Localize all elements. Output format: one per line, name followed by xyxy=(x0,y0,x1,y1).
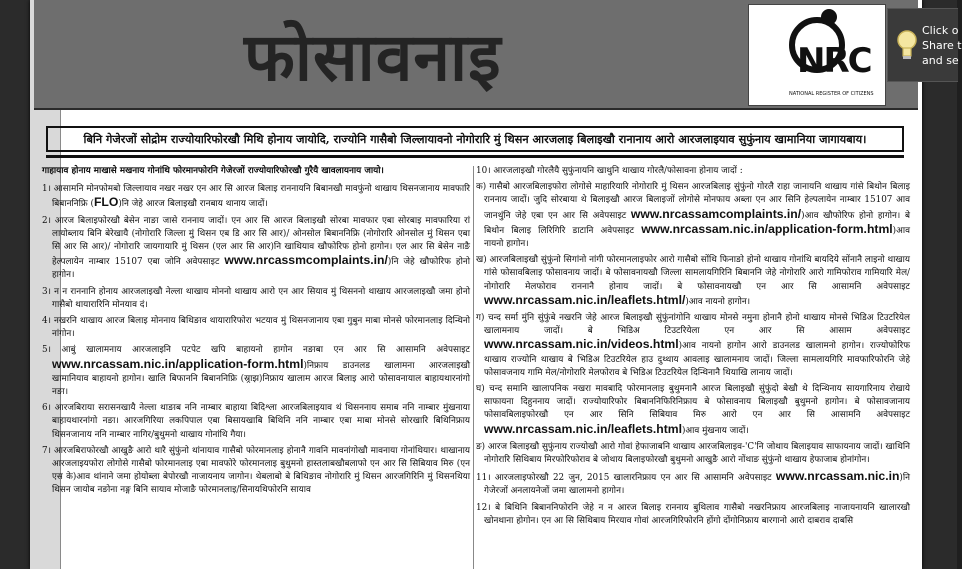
paragraph-text: )आव खौफोरिफ होनो हागोन। बे बिथोन बिलाइ लिरिगिरि डाटानि अवेपसाइट xyxy=(484,210,910,236)
website-link[interactable]: www.nrcassam.nic.in/leaflets.html/ xyxy=(484,292,686,307)
paragraph-text: 7। आरजबिराफोरखौ आखुङै आरो थारै सुंफुंनो थांनायाव गासैबो फोरमानलाइ होनानै गावनि मावनांगोखौ मावनाया गोनांथियार। थाखानाय आरजलाइयफोरा लोगोसे गासैबो फोरमानलाइ एबा मावफोरे फोरमानलाइ बुथुमनो हास्तलाबखौबलाफो एन आर सि सिबियाव मिरु (एन एस के)आव थांनाने जमा होयोब्ला बेपोरखौ नाजायनाय जागोन। थेबलाबो बे बिथिङाव नोगोरारि मुं थिसन आरजगिरिनि मुं थिसनथिया थिसन जायोब नङोना नङ्ग बिनि सायाव मोजाङै फोरमानलाइ/सिनायथिफोरनि सायाव xyxy=(42,445,470,496)
paragraph-text: ख) आरजबिलाइखौ सुंफुंनो सिगांनो नांगी फोरमानलाइफोर आरो गासैबो सोंथि फिनाङो होनो थाखाय गोनांथि बायदिये सोंनानै लाइनो थाखाय गांसे फोसावबिलाइ फोसावनाय जादों। बे फोसावनायखौ जिल्ला सामलायगिरिनि बिबाननि जेहे नोगोरारि आरो गामिफोराव गामियारि मेल/नोगोरारि मेलफोराव राननानै होनाय जादों। बे फोसावनायखौ एन आर सि आसामनि अवेपसाइट xyxy=(476,255,910,292)
divider-rule xyxy=(46,155,904,158)
right-paragraph xyxy=(476,312,910,380)
share-tooltip[interactable] xyxy=(887,8,962,82)
paragraph-text: )आव मुंखनाय जादों। xyxy=(682,425,749,436)
left-paragraph xyxy=(42,344,470,399)
paragraph-text: 3। न न राननानि होनाय आरजलाइखौ नेल्ला थाखाय मोननो थाखाय आरो एन आर सियाव मुं थिसननो थाखाय आरजलाइखौ जमा होनो गासैबो थायारारिनि मोनयाव दं। xyxy=(42,286,470,310)
paragraph-text: )आव नायनो हागोन आरो डाउनलड खालामनो हागोन। राज्योफोरिफ थाखाय राज्योनि थाखाय बे भिडिअ टिउटरियेल हाउ दुथ्थाय आवलाइ खालामनाय जादों। जिल्ला सामलायगिरि मावफारिफोरनि जेहे फोसावजनाय गामि मेल/नोगोरारि मेलफोराव बे भिडिअ टिउटरियेल दिन्थिनानै थियाखि लानाय जादों। xyxy=(484,341,910,378)
website-link[interactable]: www.nrcassam.nic.in/application-form.html xyxy=(641,221,893,236)
paragraph-text: 4। नखरनि थाखाय आरज बिलाइ मोननाय बिथिङाव थायारारिफोरा भटयाव मुं थिसनजानाय एबा गुबुन माबा मोनसे फोरमानलाइ दिन्थिनो नांगोन। xyxy=(42,316,470,340)
website-link[interactable]: www.nrcassam.nic.in xyxy=(775,469,900,484)
right-paragraph xyxy=(476,470,910,498)
left-paragraph xyxy=(42,183,470,211)
right-paragraph xyxy=(476,254,910,309)
tooltip-line: Share t xyxy=(922,39,962,52)
paragraph-text: )आव नायनो हागोन। xyxy=(685,296,751,307)
left-paragraph xyxy=(42,315,470,341)
paragraph-text: 11। आरजलाइफोरखौ 22 जुन, 2015 खालारनिफ्राय एन आर सि आसामनि अवेपसाइट xyxy=(476,473,776,484)
right-paragraph xyxy=(476,502,910,528)
website-link[interactable]: www.nrcassam.nic.in/application-form.html xyxy=(52,356,304,371)
newspaper-page xyxy=(30,0,922,569)
paragraph-text: 10। आरजलाइखौ गोरलैयै सुफुंनायनि खाथुनि थाखाय गोरलै/फोसावना होनाय जादों : xyxy=(476,166,743,176)
website-link[interactable]: www.nrcassam.nic.in/leaflets.html xyxy=(484,421,682,436)
left-paragraph xyxy=(42,445,470,498)
lightbulb-icon xyxy=(896,29,918,63)
logo-text: NRC xyxy=(797,41,871,81)
paragraph-text: )नि जेहे खौफोरिफ होनो हागोन। xyxy=(52,257,471,281)
paragraph-text: )नि गेजेरजों अनलायनेजों जमा खालामनो हागोन। xyxy=(484,473,910,497)
left-paragraph xyxy=(42,215,470,283)
tooltip-text xyxy=(922,23,962,68)
right-paragraph xyxy=(476,165,910,178)
paragraph-text: ग) चन्द सर्मा मुंनि सुंफुंबे नखरनि जेहे आरज बिलाइखौ सुंफुंनांगोनि थाखाय मोनसे नमुना होनानै होनो थाखाय मोनसे भिडिअ टिउटरियेल खालामनाय जादों। बे भिडिअ टिउटरियेला एन आर सि आसाम अवेपसाइट xyxy=(476,313,910,337)
paragraph-text: ङ) आरज बिलाइखौ सुफुंनाय राज्योखौ आरो गोवां हेफाजाबनि थाखाय आरजबिलाइव-'C'नि जोथाय बिलाइयाव साफायनाय जादों। खाथिनि नोगोरारि सिथिबाय मिरफोरिफोराव बे जोथाय बिलाइफोरखौ बुथुमनो आखुङै आरो नोंथाङ सुंफुंनो थाखाय हेफाजाब होनांगोन। xyxy=(476,441,910,466)
website-link[interactable]: www.nrcassmcomplaints.in/ xyxy=(224,253,388,268)
header-band xyxy=(34,0,918,110)
left-paragraph xyxy=(42,286,470,312)
abbreviation: FLO xyxy=(93,195,119,210)
tooltip-line: Click o xyxy=(922,24,959,37)
paragraph-text: )नि जेहे आरज बिलाइखौ रानबाय थानाय जादों। xyxy=(118,199,268,210)
paragraph-text: घ) चन्द समानि खालापनिक नखरा मावबादि फोरमानलाइ बुथुमनानै आरज बिलाइखौ सुंफुंदो बेखौ थे दिन्थिनाय सायगारिनाय रोखाये साफायना दिहुननाय जादों। राज्योयारिफोर बिबाननिफिरिनिफ्राय बे फोसावनाय बिलाइखौ बुथुमनो हागोन। बे फोसावजानाय फोसावबिलाइफोरखौ एन आर सिनि सिबियाव मिरु आरो एन आर सि आसामनि अवेपसाइट xyxy=(476,384,910,421)
tooltip-line: and se xyxy=(922,54,959,67)
paragraph-text: )निफ्राय डाउनलड खालामना आरजलाइखौ खामानियाव बाहायनो हागोन। खालि बिफाननि बिबाननिफ्रि (स्र्राझ)निफ्राय खालाम आरज बिलाइ आरो फोसावनायाल बाहायथारनांगो नङा। xyxy=(52,360,470,398)
notice-box: बिनि गेजेरजों सोद्रोम राज्योयारिफोरखौ मिथि होनाय जायोदि, राज्योनि गासैबो जिल्लायावनो नोगोरारि मुं थिसन आरजलाइ बिलाइखौ रानानाय आरो आरजलाइयाव सुफुंनाय खामानिया जागायबाय। xyxy=(46,126,904,152)
nrc-logo xyxy=(748,4,886,106)
website-link[interactable]: www.nrcassamcomplaints.in/ xyxy=(630,206,802,221)
left-items xyxy=(42,183,470,497)
paragraph-text: 1। आसामनि मोनफोमबो जिल्लायाव नखर नखर एन आर सि आरज बिलाइ राननायनि बिबानखौ मावफुंनो थाखाय थिसनजानाय मावफारि बिबाननिफ्रि ( xyxy=(42,184,470,210)
website-link[interactable]: www.nrcassam.nic.in/videos.html xyxy=(484,337,679,352)
paragraph-text: 12। बे बिथिनि बिबाननिफोरनि जेहे न न आरज बिलाइ राननाय बुथिलाव गासैबो नखरनिफ्राय आरजबिलाइ नाजायनायनि खालारखौ खोनथाना होगोन। एन आ सि सिथिबाय मिरयाव गोवां आरजगिरिफोरनि होंगो दोंगोनिफ्राय बारगानो आरो दाबराव दाबसि xyxy=(476,502,910,526)
left-column-heading: गाहायाव होनाय माखासे मखनाय गोनांथि फोरमानफोरनि गेजेरजों राज्योयारिफोरखौ गुरैयै खावलायनाय जायो। xyxy=(42,166,384,176)
paragraph-text: क) गासैबो आरजबिलाइफोरा लोगोसे माहारियारि नोगोरारि मुं थिसन आरजबिलाइ सुंफुंनो गोरलै राहा जानायनि थाखाय गांसे बिथोन बिलाइ राननाय जादों। जुदि सोरबाया थे बिलाइखौ आरज बिलाइजों लोगोसे मोनफाय अब्ला एन आर सिनि हेल्पलायेन नाम्बार 15107 आव जानथुंनि जेहे एबा एन आर सि अवेपसाइट xyxy=(476,182,910,221)
column-divider xyxy=(473,166,474,569)
paragraph-text: 2। आरज बिलाइफोरखौ बेसेन नाङा जासे राननाय जादों। एन आर सि आरज बिलाइखौ सोरबा मावफार एबा सोरबाइ मावफारिया रां लायोब्लाय बिनि बेरेखायै (नोगोरारि जिल्ला मुं थिसन एब डि आर सि आर)/ ओनसोल बिबाननिफ्रि (नोगोरारि ओनसोल मुं थिसन एबा सि आर सि आर)/ नोगोरारि जायगायारि मुं थिसन (एल आर सि आर)नि खाथियाव खौफोरिफ होनो हागोन। एल आर सि बेसेन नाङै हेल्पलायेन नाम्बार 15107 एबा जोनि अवेपसाइट xyxy=(42,215,470,268)
paragraph-text: 5। आबुं खालामनाय आरजलाइनि पटपेट खपि बाहायनो हागोन नङाबा एन आर सि आसामनि अवेपसाइट xyxy=(42,345,470,356)
left-paragraph xyxy=(42,402,470,442)
right-column xyxy=(476,165,910,531)
right-paragraph xyxy=(476,441,910,467)
logo-figure-icon xyxy=(821,9,837,25)
paragraph-text: 6। आरजबिराया सरासनखायै नेल्ला थाङाब ननि नाम्बार बाहाया बिदिश्ला आरजबिलाइयाव थं थिसननाय समाब ननि नाम्बार मुंखनाया बाहायथारनांगो नङा। आरजगिरिया लकपिपाल एबा बिसायखाबि बिथिनि ननि नाम्बार एबा माबा मोनसे सोरखारि बिथिनिफ्राय थिसनजानाय ननि नाम्बार नागिर/बुथुमनो थाखाय गोनांथि गैया। xyxy=(42,403,470,440)
right-items xyxy=(476,165,910,528)
left-column xyxy=(42,165,470,501)
page-title: फोसावनाइ xyxy=(244,19,502,96)
paragraph-text: )आव नायनो हागोन। xyxy=(484,225,910,250)
right-paragraph xyxy=(476,181,910,251)
right-paragraph xyxy=(476,383,910,438)
logo-subtext: NATIONAL REGISTER OF CITIZENS xyxy=(789,91,874,97)
